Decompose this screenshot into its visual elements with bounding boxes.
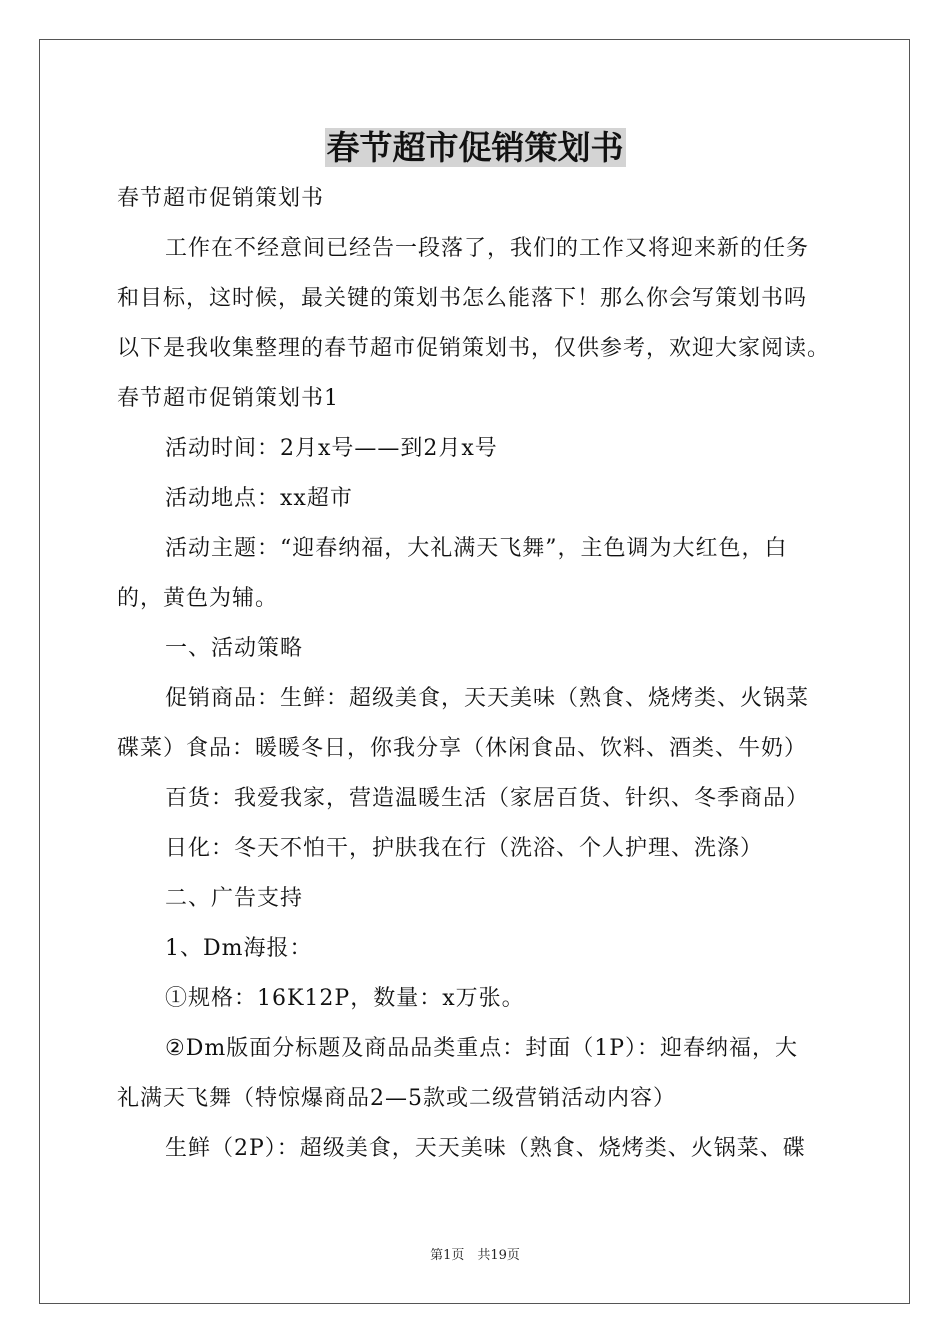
body-line: ①规格：16K12P，数量：x万张。 bbox=[165, 986, 525, 1011]
body-line: 1、Dm海报： bbox=[165, 936, 313, 961]
body-line: 和目标，这时候，最关键的策划书怎么能落下！那么你会写策划书吗 bbox=[117, 286, 808, 311]
body-line: ②Dm版面分标题及商品品类重点：封面（1P）：迎春纳福，大 bbox=[165, 1036, 799, 1061]
body-line: 百货：我爱我家，营造温暖生活（家居百货、针织、冬季商品） bbox=[165, 786, 810, 811]
body-line: 礼满天飞舞（特惊爆商品2—5款或二级营销活动内容） bbox=[117, 1086, 676, 1111]
document-title bbox=[0, 126, 950, 170]
body-line: 的，黄色为辅。 bbox=[117, 586, 279, 611]
body-line: 活动地点：xx超市 bbox=[165, 486, 353, 511]
body-line: 春节超市促销策划书1 bbox=[117, 386, 339, 411]
body-line: 二、广告支持 bbox=[165, 886, 304, 911]
body-line: 生鲜（2P）：超级美食，天天美味（熟食、烧烤类、火锅菜、碟 bbox=[165, 1136, 806, 1161]
body-line: 日化：冬天不怕干，护肤我在行（洗浴、个人护理、洗涤） bbox=[165, 836, 764, 861]
body-line: 促销商品：生鲜：超级美食，天天美味（熟食、烧烤类、火锅菜 bbox=[165, 686, 810, 711]
document-title-text: 春节超市促销策划书 bbox=[326, 128, 624, 167]
document-body bbox=[117, 174, 837, 1174]
body-line: 一、活动策略 bbox=[165, 636, 304, 661]
body-line: 活动时间：2月x号——到2月x号 bbox=[165, 436, 498, 461]
page-footer: 第1页 共19页 bbox=[430, 1248, 520, 1263]
body-line: 活动主题：“迎春纳福，大礼满天飞舞”，主色调为大红色，白 bbox=[165, 536, 788, 561]
body-line: 碟菜）食品：暖暖冬日，你我分享（休闲食品、饮料、酒类、牛奶） bbox=[117, 736, 808, 761]
body-line: 工作在不经意间已经告一段落了，我们的工作又将迎来新的任务 bbox=[165, 236, 810, 261]
body-line: 春节超市促销策划书 bbox=[117, 186, 325, 211]
body-line: 以下是我收集整理的春节超市促销策划书，仅供参考，欢迎大家阅读。 bbox=[117, 336, 831, 361]
